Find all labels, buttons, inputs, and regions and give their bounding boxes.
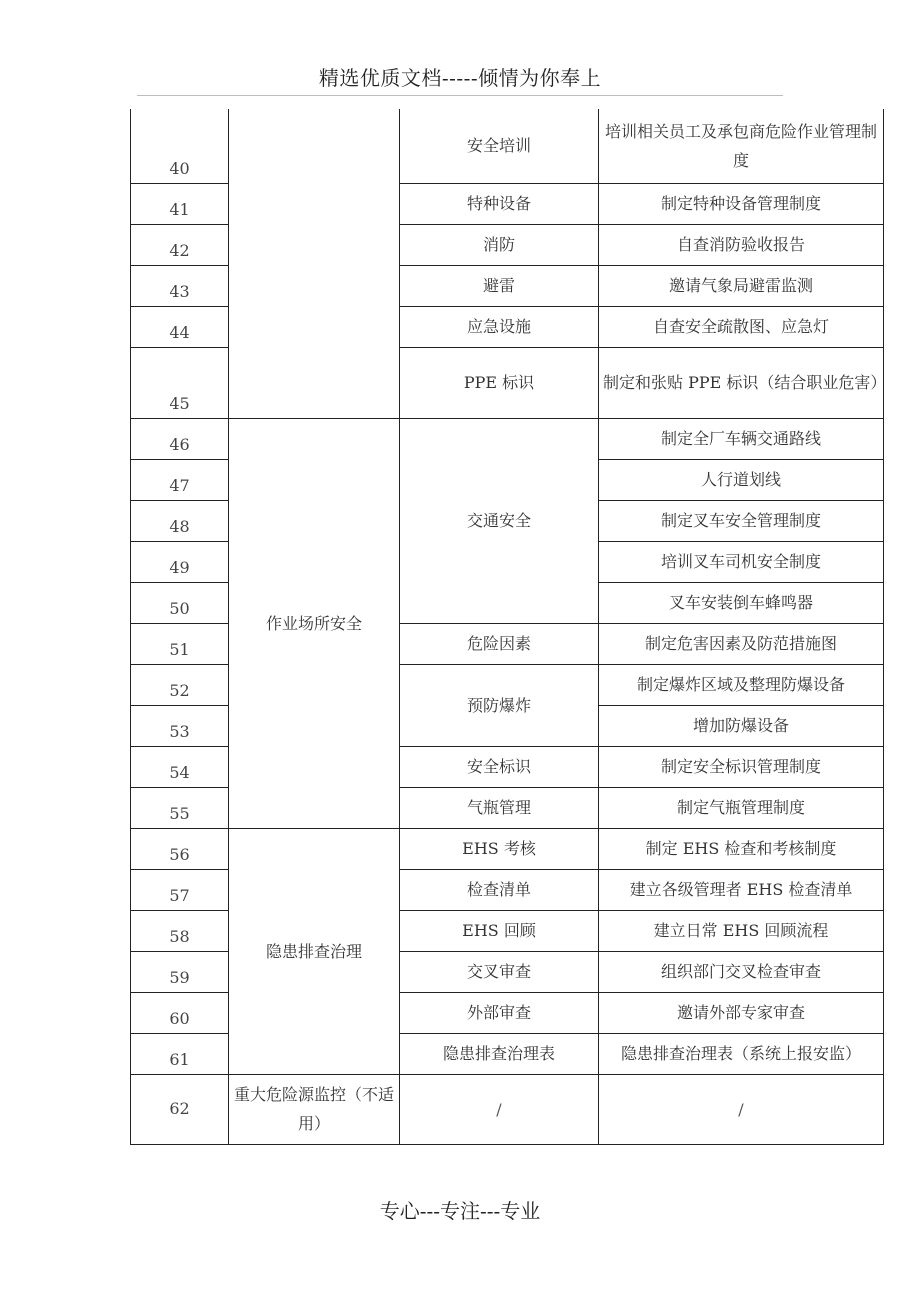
category-cell: 隐患排查治理 <box>229 828 400 1074</box>
measure-cell: 人行道划线 <box>599 459 884 500</box>
measure-cell: / <box>599 1074 884 1144</box>
row-number: 55 <box>131 787 229 828</box>
row-number: 48 <box>131 500 229 541</box>
row-number: 53 <box>131 705 229 746</box>
row-number: 51 <box>131 623 229 664</box>
row-number: 47 <box>131 459 229 500</box>
measure-cell: 组织部门交叉检查审查 <box>599 951 884 992</box>
table-row <box>131 418 884 459</box>
measure-cell: 邀请气象局避雷监测 <box>599 265 884 306</box>
item-cell: 预防爆炸 <box>400 664 599 746</box>
item-cell: EHS 回顾 <box>400 910 599 951</box>
measure-cell: 培训相关员工及承包商危险作业管理制度 <box>599 109 884 183</box>
measure-cell: 隐患排查治理表（系统上报安监） <box>599 1033 884 1074</box>
item-cell: 安全培训 <box>400 109 599 183</box>
measure-cell: 增加防爆设备 <box>599 705 884 746</box>
item-cell: 外部审查 <box>400 992 599 1033</box>
item-cell: 特种设备 <box>400 183 599 224</box>
item-cell: EHS 考核 <box>400 828 599 869</box>
row-number: 46 <box>131 418 229 459</box>
item-cell: 应急设施 <box>400 306 599 347</box>
measure-cell: 制定特种设备管理制度 <box>599 183 884 224</box>
item-cell: 交叉审查 <box>400 951 599 992</box>
row-number: 50 <box>131 582 229 623</box>
row-number: 44 <box>131 306 229 347</box>
category-cell: 重大危险源监控（不适用） <box>229 1074 400 1144</box>
row-number: 58 <box>131 910 229 951</box>
row-number: 56 <box>131 828 229 869</box>
row-number: 43 <box>131 265 229 306</box>
item-cell: 交通安全 <box>400 418 599 623</box>
measure-cell: 制定危害因素及防范措施图 <box>599 623 884 664</box>
row-number: 42 <box>131 224 229 265</box>
item-cell: 消防 <box>400 224 599 265</box>
row-number: 57 <box>131 869 229 910</box>
item-cell: 气瓶管理 <box>400 787 599 828</box>
row-number: 60 <box>131 992 229 1033</box>
item-cell: 安全标识 <box>400 746 599 787</box>
page-footer: 专心---专注---专业 <box>379 1199 541 1223</box>
measure-cell: 制定和张贴 PPE 标识（结合职业危害） <box>599 347 884 418</box>
header-divider <box>137 95 783 96</box>
measure-cell: 培训叉车司机安全制度 <box>599 541 884 582</box>
table-row <box>131 828 884 869</box>
item-cell: 隐患排查治理表 <box>400 1033 599 1074</box>
measure-cell: 邀请外部专家审查 <box>599 992 884 1033</box>
row-number: 54 <box>131 746 229 787</box>
item-cell: 避雷 <box>400 265 599 306</box>
row-number: 59 <box>131 951 229 992</box>
measure-cell: 建立日常 EHS 回顾流程 <box>599 910 884 951</box>
page-header: 精选优质文档-----倾情为你奉上 <box>318 66 602 90</box>
category-cell-empty <box>229 109 400 418</box>
measure-cell: 制定 EHS 检查和考核制度 <box>599 828 884 869</box>
item-cell: / <box>400 1074 599 1144</box>
measure-cell: 建立各级管理者 EHS 检查清单 <box>599 869 884 910</box>
measure-cell: 自查消防验收报告 <box>599 224 884 265</box>
row-number: 62 <box>131 1074 229 1144</box>
row-number: 52 <box>131 664 229 705</box>
row-number: 40 <box>131 109 229 183</box>
table-row <box>131 109 884 183</box>
row-number: 41 <box>131 183 229 224</box>
measure-cell: 制定全厂车辆交通路线 <box>599 418 884 459</box>
measure-cell: 制定安全标识管理制度 <box>599 746 884 787</box>
item-cell: PPE 标识 <box>400 347 599 418</box>
safety-measures-table <box>130 109 887 1145</box>
measure-cell: 制定气瓶管理制度 <box>599 787 884 828</box>
measure-cell: 制定爆炸区域及整理防爆设备 <box>599 664 884 705</box>
measure-cell: 制定叉车安全管理制度 <box>599 500 884 541</box>
row-number: 49 <box>131 541 229 582</box>
measure-cell: 自查安全疏散图、应急灯 <box>599 306 884 347</box>
item-cell: 检查清单 <box>400 869 599 910</box>
row-number: 61 <box>131 1033 229 1074</box>
category-cell: 作业场所安全 <box>229 418 400 828</box>
item-cell: 危险因素 <box>400 623 599 664</box>
row-number: 45 <box>131 347 229 418</box>
table-row <box>131 1074 884 1144</box>
measure-cell: 叉车安装倒车蜂鸣器 <box>599 582 884 623</box>
